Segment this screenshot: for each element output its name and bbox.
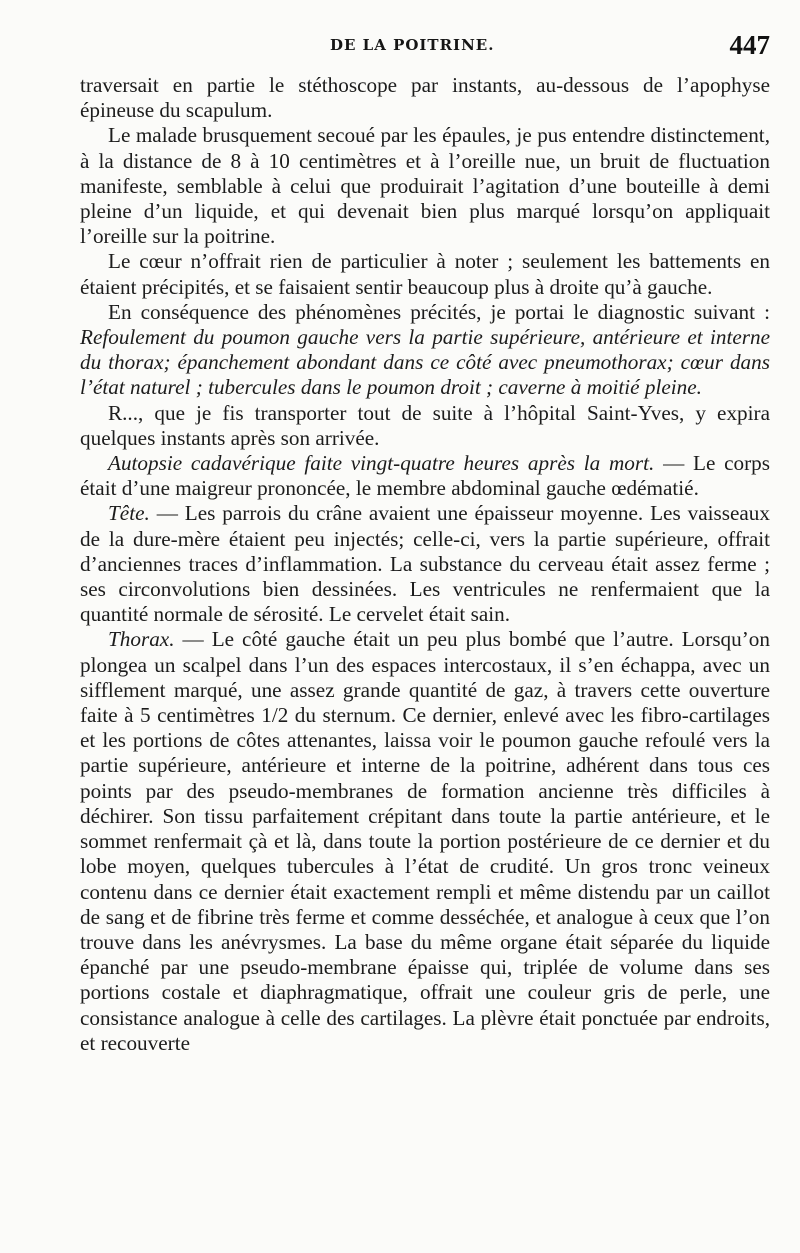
paragraph-heart: Le cœur n’offrait rien de particulier à noter ; seulement les battements en étaient précipités, et se faisaient sentir beaucoup plus à droite qu’à gauche.	[80, 249, 770, 299]
head-section-label: Tête.	[108, 501, 150, 526]
page-header	[80, 30, 770, 64]
autopsy-heading: Autopsie cadavérique faite vingt-quatre heures après la mort.	[108, 451, 655, 476]
running-head: DE LA POITRINE.	[330, 36, 495, 54]
page-number: 447	[729, 30, 770, 60]
thorax-section-label: Thorax.	[108, 627, 175, 652]
paragraph-death: R..., que je fis transporter tout de suite à l’hôpital Saint-Yves, y expira quelques instants après son arrivée.	[80, 400, 770, 450]
head-section-text: — Les parrois du crâne avaient une épaisseur moyenne. Les vaisseaux de la dure-mère étaient peu injectés; celle-ci, vers la partie supérieure, offrait d’anciennes traces d’inflammation. La substance du cerveau était assez ferme ; ses circonvolutions bien dessinées. Les ventricules ne renfermaient que la quantité normale de sérosité. Le cervelet était sain.	[80, 501, 770, 627]
paragraph-thorax	[80, 627, 770, 1055]
diagnosis-intro: En conséquence des phénomènes précités, je portai le diagnostic suivant :	[108, 299, 770, 324]
autopsy-text: — Le corps était d’une maigreur prononcée, le membre abdominal gauche œdématié.	[80, 451, 770, 501]
paragraph-continuation: traversait en partie le stéthoscope par instants, au-dessous de l’apophyse épineuse du scapulum.	[80, 73, 770, 123]
paragraph-autopsy	[80, 451, 770, 501]
paragraph-head	[80, 501, 770, 627]
paragraph-diagnosis	[80, 300, 770, 401]
thorax-section-text: — Le côté gauche était un peu plus bombé que l’autre. Lorsqu’on plongea un scalpel dans l’un des espaces intercostaux, il s’en échappa, avec un sifflement marqué, une assez grande quantité de gaz, à travers cette ouverture faite à 5 centimètres 1/2 du sternum. Ce dernier, enlevé avec les fibro-cartilages et les portions de côtes attenantes, laissa voir le poumon gauche refoulé vers la partie supérieure, antérieure et interne de la poitrine, adhérent dans tous ces points par des pseudo-membranes de formation ancienne très difficiles à déchirer. Son tissu parfaitement crépitant dans toute la partie antérieure, et le sommet renfermait çà et là, dans toute la portion postérieure de ce dernier et du lobe moyen, quelques tubercules à l’état de crudité. Un gros tronc veineux contenu dans ce dernier était exactement rempli et même distendu par un caillot de sang et de fibrine très ferme et comme desséchée, et analogue à ceux que l’on trouve dans les anévrysmes. La base du même organe était séparée du liquide épanché par une pseudo-membrane épaisse qui, triplée de volume dans ses portions costale et diaphragmatique, offrait une couleur gris de perle, une consistance analogue à celle des cartilages. La plèvre était ponctuée par endroits, et recouverte	[80, 627, 770, 1055]
paragraph-fluctuation: Le malade brusquement secoué par les épaules, je pus entendre distinctement, à la distance de 8 à 10 centimètres et à l’oreille nue, un bruit de fluctuation manifeste, semblable à celui que produirait l’agitation d’une bouteille à demi pleine d’un liquide, et qui devenait bien plus marqué lorsqu’on appliquait l’oreille sur la poitrine.	[80, 123, 770, 249]
page-body	[80, 73, 770, 1056]
diagnosis-text: Refoulement du poumon gauche vers la partie supérieure, antérieure et interne du thorax; épanchement abondant dans ce côté avec pneumothorax; cœur dans l’état naturel ; tubercules dans le poumon droit ; caverne à moitié pleine.	[80, 325, 770, 400]
